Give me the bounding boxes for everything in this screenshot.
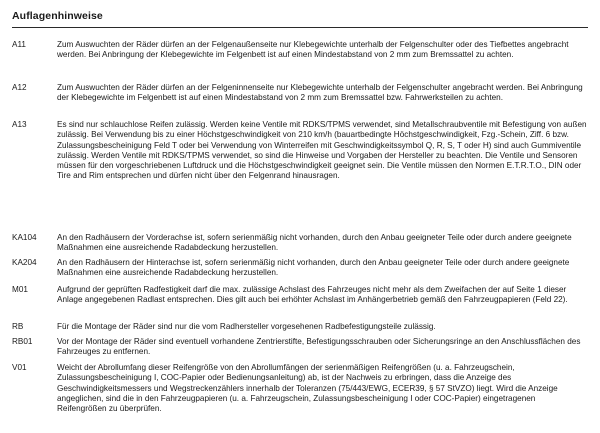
note-code: V01 bbox=[12, 363, 27, 372]
note-code: KA104 bbox=[12, 233, 37, 242]
note-text: Weicht der Abrollumfang dieser Reifengröße von den Abrollumfängen der serienmäßigen Reifengrößen (u. a. Fahrzeugschein, Zulassungsbescheinigung I, COC-Papier oder Bedienungsanleitung) ab, ist der Nachweis zu erbringen, dass die Anzeige des Geschwindigkeitsmessers und Wegstreckenzählers innerhalb der Toleranzen (75/443/EWG, ECER39, § 57 StVZO) liegt. Wird die Anzeige angeglichen, sind die in den Fahrzeugpapieren (u. a. Fahrzeugschein, Zulassungsbescheinigung I oder COC-Papier) eingetragenen Reifengrößen zu überprüfen. bbox=[57, 363, 558, 414]
note-text: Es sind nur schlauchlose Reifen zulässig. Werden keine Ventile mit RDKS/TPMS verwendet, sind Metallschraubventile mit Befestigung von außen zulässig. Bei Verwendung bis zu einer Höchstgeschwindigkeit von 210 km/h (bauartbedingte Höchstgeschwindigkeit, Fzg.-Schein, Ziff. 6 bzw. Zulassungsbescheinigung Feld T oder bei Verwendung von Winterreifen mit Geschwindigkeitssymbol Q, R, S, T oder H) sind auch Gummiventile zulässig. Werden Ventile mit RDKS/TPMS verwendet, so sind die Hinweise und Vorgaben der Hersteller zu beachten. Die Ventile und Sensoren müssen für den vorgeschriebenen Luftdruck und die Höchstgeschwindigkeit geeignet sein. Die Ventile müssen den Normen E.T.R.T.O., DIN oder Tire and Rim entsprechen und dürfen nicht über den Felgenrand hinausragen. bbox=[57, 120, 587, 181]
title-divider bbox=[12, 27, 588, 28]
document-title: Auflagenhinweise bbox=[12, 10, 103, 22]
note-text: An den Radhäusern der Vorderachse ist, sofern serienmäßig nicht vorhanden, durch den Anbau geeigneter Teile oder durch andere geeignete Maßnahmen eine ausreichende Radabdeckung herzustellen. bbox=[57, 233, 572, 253]
note-text: Zum Auswuchten der Räder dürfen an der Felgeninnenseite nur Klebegewichte unterhalb der Felgenschulter angebracht werden. Bei Anbringung der Klebegewichte im Felgenbett ist auf einen Mindestabstand von 2 mm zum Bremssattel bzw. Fahrwerksteilen zu achten. bbox=[57, 83, 583, 103]
note-text: Zum Auswuchten der Räder dürfen an der Felgenaußenseite nur Klebegewichte unterhalb der Felgenschulter oder des Tiefbettes angebracht werden. Bei Anbringung der Klebegewichte im Felgenbett ist auf einen Mindestabstand von 2 mm zum Bremssattel zu achten. bbox=[57, 40, 569, 60]
note-code: A13 bbox=[12, 120, 27, 129]
note-code: RB01 bbox=[12, 337, 33, 346]
note-code: A12 bbox=[12, 83, 27, 92]
note-text: Vor der Montage der Räder sind eventuell vorhandene Zentrierstifte, Befestigungsschrauben oder Sicherungsringe an den Anschlussflächen des Fahrzeuges zu entfernen. bbox=[57, 337, 581, 357]
note-text: Für die Montage der Räder sind nur die vom Radhersteller vorgesehenen Radbefestigungsteile zulässig. bbox=[57, 322, 436, 331]
note-code: M01 bbox=[12, 285, 28, 294]
note-code: A11 bbox=[12, 40, 26, 49]
note-code: KA204 bbox=[12, 258, 37, 267]
note-text: Aufgrund der geprüften Radfestigkeit darf die max. zulässige Achslast des Fahrzeuges nicht mehr als dem Zweifachen der auf Seite 1 dieser Anlage angegebenen Radlast entsprechen. Dies gilt auch bei erhöhter Achslast im Anhängerbetrieb gemäß den Fahrzeugpapieren (Feld 22). bbox=[57, 285, 568, 305]
note-text: An den Radhäusern der Hinterachse ist, sofern serienmäßig nicht vorhanden, durch den Anbau geeigneter Teile oder durch andere geeignete Maßnahmen eine ausreichende Radabdeckung herzustellen. bbox=[57, 258, 570, 278]
note-code: RB bbox=[12, 322, 24, 331]
